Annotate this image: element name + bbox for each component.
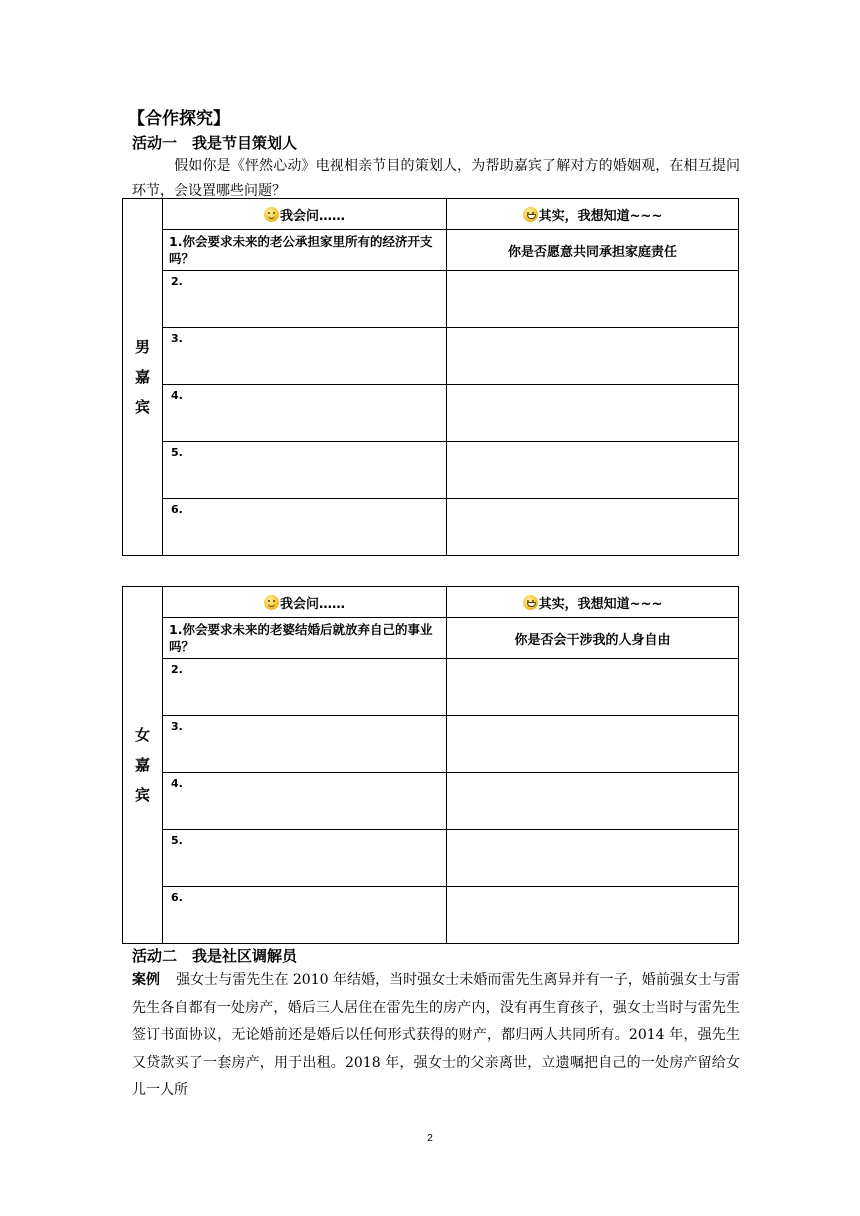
question-cell[interactable]: 2.	[163, 659, 447, 716]
answer-cell[interactable]	[447, 442, 739, 499]
case-label: 案例	[132, 972, 161, 988]
answer-cell[interactable]	[447, 271, 739, 328]
male-guest-table	[122, 198, 739, 556]
question-cell[interactable]: 5.	[163, 442, 447, 499]
answer-cell: 你是否会干涉我的人身自由	[447, 618, 739, 659]
activity2-title: 活动二 我是社区调解员	[132, 947, 298, 965]
question-cell[interactable]: 6.	[163, 499, 447, 556]
question-cell: 1.你会要求未来的老婆结婚后就放弃自己的事业吗？	[163, 618, 447, 659]
question-cell[interactable]: 5.	[163, 830, 447, 887]
answer-cell[interactable]	[447, 328, 739, 385]
question-cell: 1.你会要求未来的老公承担家里所有的经济开支吗？	[163, 230, 447, 271]
question-cell[interactable]: 6.	[163, 887, 447, 944]
want-to-know-header: 其实，我想知道~~~	[447, 587, 739, 618]
answer-cell[interactable]	[447, 773, 739, 830]
smile-emoji-icon	[264, 207, 279, 222]
female-guest-label: 女 嘉 宾	[123, 587, 163, 944]
want-to-know-header: 其实，我想知道~~~	[447, 199, 739, 230]
answer-cell: 你是否愿意共同承担家庭责任	[447, 230, 739, 271]
question-cell[interactable]: 4.	[163, 773, 447, 830]
male-guest-label: 男 嘉 宾	[123, 199, 163, 556]
answer-cell[interactable]	[447, 659, 739, 716]
question-cell[interactable]: 2.	[163, 271, 447, 328]
activity1-title: 活动一 我是节目策划人	[132, 134, 298, 152]
grin-emoji-icon	[523, 595, 538, 610]
section-title: 【合作探究】	[128, 109, 230, 129]
female-guest-table	[122, 586, 739, 944]
answer-cell[interactable]	[447, 716, 739, 773]
answer-cell[interactable]	[447, 887, 739, 944]
answer-cell[interactable]	[447, 830, 739, 887]
answer-cell[interactable]	[447, 499, 739, 556]
question-cell[interactable]: 4.	[163, 385, 447, 442]
page-number: 2	[427, 1133, 433, 1144]
grin-emoji-icon	[523, 207, 538, 222]
activity1-intro: 假如你是《怦然心动》电视相亲节目的策划人，为帮助嘉宾了解对方的婚姻观，在相互提问环节，会设置哪些问题？	[132, 158, 740, 199]
question-cell[interactable]: 3.	[163, 328, 447, 385]
ask-header: 我会问……	[163, 587, 447, 618]
ask-header: 我会问……	[163, 199, 447, 230]
smile-emoji-icon	[264, 595, 279, 610]
case-paragraph: 案例 强女士与雷先生在 2010 年结婚，当时强女士未婚而雷先生离异并有一子，婚前强女士与雷先生各自都有一处房产，婚后三人居住在雷先生的房产内，没有再生育孩子，强女士当时与雷先生签订书面协议，无论婚前还是婚后以任何形式获得的财产，都归两人共同所有。2014 年，强先生又贷款买了一套房产，用于出租。2018 年，强女士的父亲离世，立遗嘱把自己的一处房产留给女儿一人所	[132, 972, 741, 1098]
question-cell[interactable]: 3.	[163, 716, 447, 773]
answer-cell[interactable]	[447, 385, 739, 442]
